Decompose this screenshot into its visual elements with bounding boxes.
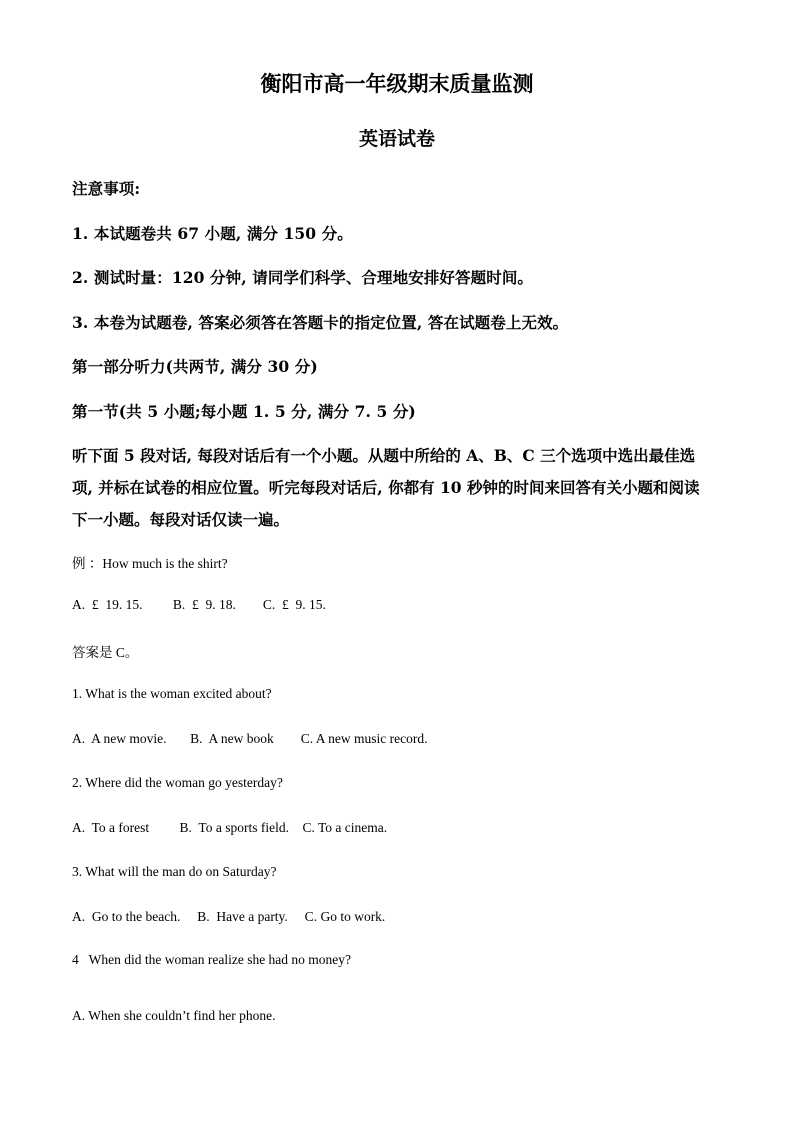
example-answer: 答案是 C。 [72,645,139,660]
instructions-line-1: 听下面 5 段对话, 每段对话后有一个小题。从题中所给的 A、B、C 三个选项中选出最佳选 [72,446,696,465]
question-1: 1. What is the woman excited about? [72,686,272,701]
instructions-line-2: 项, 并标在试卷的相应位置。听完每段对话后, 你都有 10 秒钟的时间来回答有关小题和阅读 [72,478,700,497]
example-question: 例 ：How much is the shirt? [72,556,228,571]
part-heading: 第一部分听力(共两节, 满分 30 分) [72,357,318,376]
page-title: 衡阳市高一年级期末质量监测 [260,71,534,96]
notice-item-2: 2. 测试时量：120 分钟, 请同学们科学、合理地安排好答题时间。 [72,268,534,287]
page-subtitle: 英语试卷 [358,128,435,150]
question-1-options: A. A new movie. B. A new book C. A new music record. [72,731,428,746]
instructions-line-3: 下一小题。每段对话仅读一遍。 [72,510,290,529]
notice-item-1: 1. 本试题卷共 67 小题, 满分 150 分。 [72,224,353,243]
example-options: A. £ 19. 15. B. £ 9. 18. C. £ 9. 15. [72,597,326,612]
question-3: 3. What will the man do on Saturday? [72,864,277,879]
question-3-options: A. Go to the beach. B. Have a party. C. Go to work. [72,909,386,924]
notice-heading: 注意事项: [72,179,141,198]
question-4: 4 When did the woman realize she had no money? [72,952,352,967]
notice-item-3: 3. 本卷为试题卷, 答案必须答在答题卡的指定位置, 答在试题卷上无效。 [72,313,569,332]
question-2: 2. Where did the woman go yesterday? [72,775,283,790]
section-heading: 第一节(共 5 小题;每小题 1. 5 分, 满分 7. 5 分) [72,402,416,421]
question-2-options: A. To a forest B. To a sports field. C. To a cinema. [72,820,388,835]
question-4-option-a: A. When she couldn’t find her phone. [72,1008,276,1023]
